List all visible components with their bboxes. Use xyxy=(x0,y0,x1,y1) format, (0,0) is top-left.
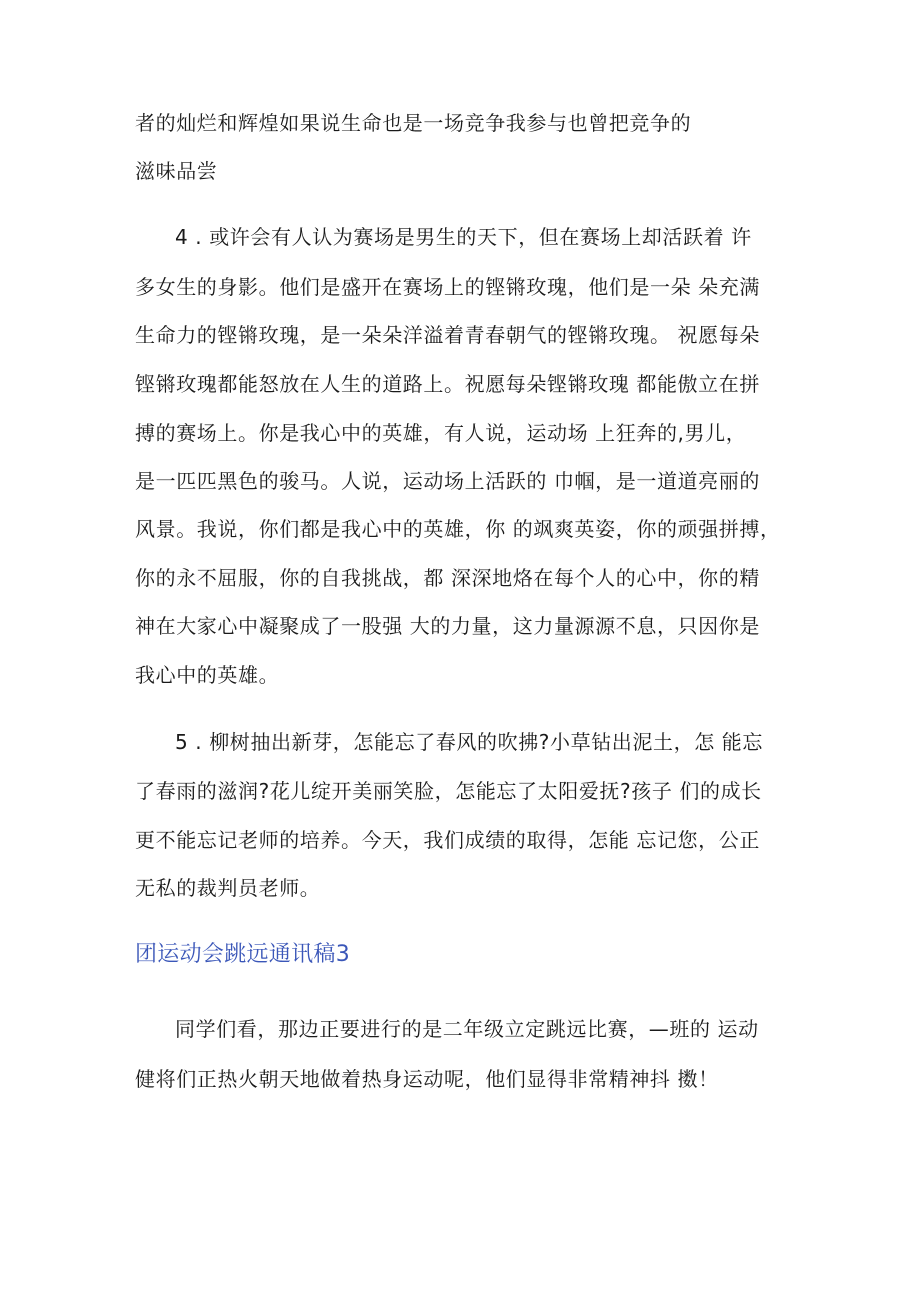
paragraph-line: 多女生的身影。他们是盛开在赛场上的铿锵玫瑰，他们是一朵 朵充满 xyxy=(135,275,760,299)
paragraph-line: 更不能忘记老师的培养。今天，我们成绩的取得，怎能 忘记您，公正 xyxy=(135,828,760,852)
paragraph-line: 同学们看，那边正要进行的是二年级立定跳远比赛，—班的 运动 xyxy=(175,1017,759,1041)
paragraph-line: 5 . 柳树抽出新芽，怎能忘了春风的吹拂?小草钻出泥土，怎 能忘 xyxy=(175,730,763,754)
section-heading: 团运动会跳远通讯稿3 xyxy=(135,942,350,967)
paragraph-line: 你的永不屈服，你的自我挑战，都 深深地烙在每个人的心中，你的精 xyxy=(135,566,760,590)
paragraph-line: 搏的赛场上。你是我心中的英雄，有人说，运动场 上狂奔的,男儿， xyxy=(135,421,747,445)
paragraph-line: 是一匹匹黑色的骏马。人说，运动场上活跃的 巾帼，是一道道亮丽的 xyxy=(135,469,760,493)
paragraph-line: 我心中的英雄。 xyxy=(135,663,280,687)
paragraph-line: 滋味品尝 xyxy=(135,159,218,183)
paragraph-line: 了春雨的滋润?花儿绽开美丽笑脸，怎能忘了太阳爱抚?孩子 们的成长 xyxy=(135,779,762,803)
paragraph-line: 风景。我说，你们都是我心中的英雄，你 的飒爽英姿，你的顽强拼搏， xyxy=(135,517,781,541)
paragraph-line: 4 . 或许会有人认为赛场是男生的天下，但在赛场上却活跃着 许 xyxy=(175,225,752,249)
paragraph-line: 神在大家心中凝聚成了一股强 大的力量，这力量源源不息，只因你是 xyxy=(135,614,760,638)
paragraph-line: 者的灿烂和辉煌如果说生命也是一场竞争我参与也曾把竞争的 xyxy=(135,111,692,135)
paragraph-line: 健将们正热火朝天地做着热身运动呢，他们显得非常精神抖 擞！ xyxy=(135,1067,719,1091)
paragraph-line: 生命力的铿锵玫瑰，是一朵朵洋溢着青春朝气的铿锵玫瑰。 祝愿每朵 xyxy=(135,323,760,347)
paragraph-line: 铿锵玫瑰都能怒放在人生的道路上。祝愿每朵铿锵玫瑰 都能傲立在拼 xyxy=(135,372,760,396)
paragraph-line: 无私的裁判员老师。 xyxy=(135,876,321,900)
